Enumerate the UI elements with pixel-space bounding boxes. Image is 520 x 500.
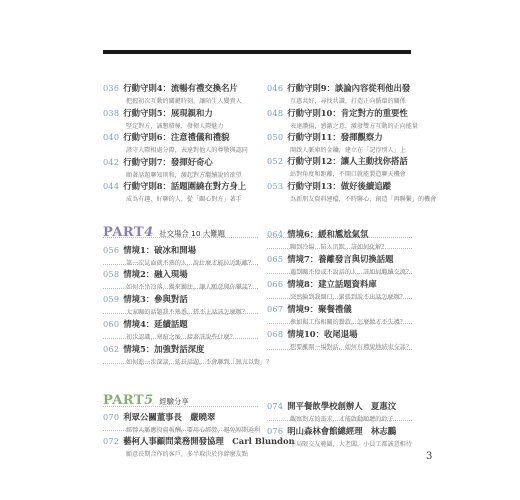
part-number: 4: [144, 225, 154, 240]
page-number: 070: [103, 412, 120, 422]
toc-entry[interactable]: [267, 180, 467, 203]
entry-divider: [267, 248, 412, 249]
entry-description: 謹守人際相處分際，表達對他人的尊敬與認同: [126, 147, 248, 154]
page-number: 059: [103, 294, 120, 304]
entry-title: 情境2：融入現場: [123, 269, 188, 279]
folio-page-number: 3: [426, 451, 433, 462]
entry-title: 藝柯人事顧問業務開發協理 Carl Blundon: [123, 436, 295, 446]
entry-title: 情境4：延續話題: [123, 319, 188, 329]
entry-title: 情境9：聚餐禮儀: [287, 304, 352, 314]
entry-description: 參加與工作相關的餐敘，怎麼做才不失禮？: [290, 319, 406, 326]
entry-divider: [267, 273, 412, 274]
entry-title: 情境5：加強對話深度: [123, 344, 205, 354]
page-number: 053: [267, 181, 284, 191]
entry-title: 行動守則7：發揮好奇心: [123, 157, 213, 167]
entry-title: 行動守則5：展現親和力: [123, 108, 213, 118]
page-number: 048: [267, 108, 284, 118]
entry-description: 如何不坐冷落，獨來獨往，讓人願意與你攀談？: [126, 284, 254, 291]
entry-description: 願意長期合作的客戶，多半取決於你幹麼友點: [126, 451, 248, 458]
entry-divider: [267, 298, 412, 299]
entry-description: 為新朋友資料建檔，不時聯心，創造「再聯繫」的機會: [290, 196, 437, 203]
part-number: 5: [144, 393, 154, 408]
entry-title: 行動守則12：讓人主動找你搭話: [287, 156, 408, 166]
section-divider: [103, 406, 258, 407]
entry-title: 利眾公關董事長 嚴曉翠: [123, 412, 216, 422]
page-number: 050: [267, 132, 284, 142]
entry-description: 經營人脈應投資報酬，要用心經營，避免短期近利: [126, 427, 261, 434]
page-number: 046: [267, 83, 284, 93]
entry-divider: [103, 313, 258, 314]
entry-description: 成為有趣、好聊的人，從「關心對方」著手: [126, 196, 242, 203]
entry-description: 開啟人脈庫的金鑰，建立在「記得別人」上: [290, 147, 406, 154]
entry-title: 行動守則6：注意禮儀和禮貌: [123, 132, 230, 142]
entry-divider: [103, 264, 258, 265]
page-number: 074: [267, 401, 284, 411]
entry-title: 情境3：參與對話: [123, 294, 188, 304]
entry-title: 行動守則10：肯定對方的重要性: [287, 108, 408, 118]
entry-description: 想要離開一場對話，如何有禮貌地結束交談？: [290, 344, 412, 351]
entry-description: 第一次見面就不熟的人，說什麼才能拉近距離？: [126, 260, 254, 267]
top-rule-bar: [103, 50, 411, 54]
page-number: 036: [103, 83, 120, 93]
entry-divider: [267, 323, 412, 324]
part-label: PART: [103, 225, 145, 240]
entry-title: 行動守則11：發揮觀察力: [287, 132, 383, 142]
entry-title: 情境8：建立話題資料庫: [287, 279, 377, 289]
toc-entry[interactable]: [267, 107, 467, 130]
entry-description: 聊到冷場，陷入沉默，該如何化解？: [290, 244, 388, 251]
part-label: PART: [103, 393, 145, 408]
page-number: 040: [103, 132, 120, 142]
page-number: 060: [103, 319, 120, 329]
entry-divider: [267, 420, 412, 421]
entry-description: 觀察對方的需求，才能啟動順聽的鈴子: [290, 416, 394, 423]
page-number: 067: [267, 304, 284, 314]
page-number: 056: [103, 245, 120, 255]
page-number: 052: [267, 156, 284, 166]
page-number: 044: [103, 181, 120, 191]
entry-title: 明山森林會館總經理 林志鵬: [287, 426, 397, 436]
page-number: 068: [267, 329, 284, 339]
entry-divider: [103, 363, 258, 364]
entry-description: 表達讚揚，感激之意，激發雙方互動的正向能量: [290, 123, 418, 130]
entry-title: 情境10：收尾退場: [287, 329, 358, 339]
entry-description: 大家聊的話題我不熟悉，搭不上話該怎麼辦？: [126, 309, 248, 316]
toc-entry[interactable]: [267, 155, 467, 178]
entry-description: 突然輪到我開口，緊張到說不出話怎麼辦？: [290, 294, 406, 301]
entry-description: 不局限交友範圍，大老闆，小員工都誠意相待: [290, 441, 412, 448]
entry-description: 站對角度和距離，不開口就能製造聊天機會: [290, 171, 406, 178]
entry-title: 情境6：緩和尷尬氣氛: [287, 229, 369, 239]
section-divider: [103, 237, 258, 238]
page-number: 042: [103, 157, 120, 167]
page-number: 076: [267, 426, 284, 436]
page-number: 064: [267, 229, 284, 239]
entry-description: 遇到聊不停或不說話的人，該如何繼續交流？: [290, 269, 412, 276]
page-number: 065: [267, 254, 284, 264]
entry-description: 如何進一步深談，延長話題，不會聊到「無言以對」？: [126, 359, 273, 366]
entry-description: 互惠共好，尋找共識，打造正向循環的關係: [290, 98, 406, 105]
page-number: 072: [103, 436, 120, 446]
entry-description: 順著話題聊知則和，激起對方繼續說的欲望: [126, 172, 242, 179]
toc-entry[interactable]: [267, 425, 467, 448]
entry-divider: [103, 430, 258, 431]
page-number: 066: [267, 279, 284, 289]
part-subtitle: 社交場合 10 大難題: [159, 229, 226, 238]
toc-entry[interactable]: [267, 131, 467, 154]
page-number: 038: [103, 108, 120, 118]
toc-entry[interactable]: [267, 328, 467, 351]
entry-divider: [267, 349, 412, 350]
toc-entry[interactable]: [267, 82, 467, 105]
entry-description: 把握初次互動的關鍵時刻，讓陌生人變貴人: [126, 98, 242, 105]
entry-divider: [103, 338, 258, 339]
page-number: 062: [103, 344, 120, 354]
entry-title: 情境1：破冰和開場: [123, 245, 197, 255]
entry-description: 堅定對方，誠懇積極，發揮人際魅力: [126, 123, 224, 130]
entry-title: 情境7：養離發言與切換話題: [287, 254, 394, 264]
page-number: 058: [103, 269, 120, 279]
entry-divider: [103, 288, 258, 289]
entry-title: 行動守則4：流暢有禮交換名片: [123, 83, 238, 93]
entry-title: 行動守則8：話題圍繞在對方身上: [123, 181, 247, 191]
entry-title: 行動守則9：談論內容從利他出發: [287, 83, 411, 93]
part-subtitle: 經驗分享: [159, 397, 189, 406]
entry-title: 開平餐飲學校創辦人 夏惠汶: [287, 401, 397, 411]
entry-description: 初步認識，寒暄之後，接著該說些什麼？: [126, 334, 236, 341]
entry-title: 行動守則13：做好後續追蹤: [287, 181, 392, 191]
